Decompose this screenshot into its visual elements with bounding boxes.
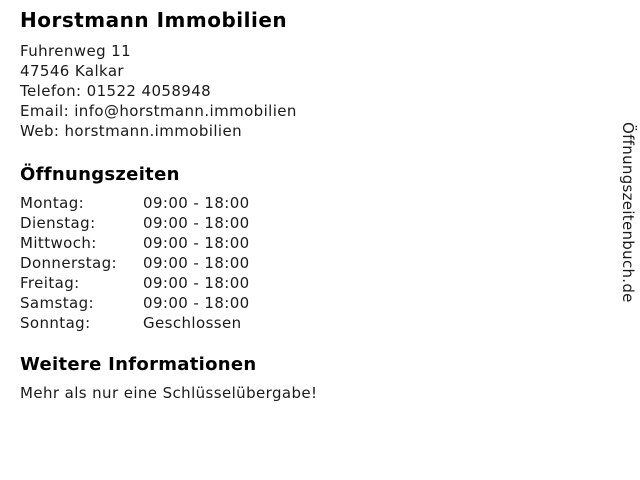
day-label: Samstag:	[20, 294, 94, 312]
day-label: Donnerstag:	[20, 254, 118, 272]
additional-info-heading: Weitere Informationen	[20, 354, 257, 375]
time-value: 09:00 - 18:00	[143, 294, 250, 312]
opening-hours-heading: Öffnungszeiten	[20, 164, 180, 185]
address-city-line: 47546 Kalkar	[20, 62, 124, 80]
website-line: Web: horstmann.immobilien	[20, 122, 242, 140]
time-value: 09:00 - 18:00	[143, 234, 250, 252]
time-value: 09:00 - 18:00	[143, 194, 250, 212]
additional-info-text: Mehr als nur eine Schlüsselübergabe!	[20, 384, 318, 402]
phone-line: Telefon: 01522 4058948	[20, 82, 212, 100]
oeffnungszeitenbuch-watermark-link[interactable]: Öffnungszeitenbuch.de	[619, 122, 637, 303]
address-street-line: Fuhrenweg 11	[20, 42, 132, 60]
opening-hours-table	[20, 193, 250, 333]
day-label: Freitag:	[20, 274, 80, 292]
time-value: 09:00 - 18:00	[143, 254, 250, 272]
day-label: Montag:	[20, 194, 85, 212]
day-label: Dienstag:	[20, 214, 96, 232]
contact-block	[20, 41, 297, 141]
time-value: 09:00 - 18:00	[143, 274, 250, 292]
day-label: Mittwoch:	[20, 234, 97, 252]
day-label: Sonntag:	[20, 314, 91, 332]
business-name-title: Horstmann Immobilien	[20, 8, 288, 32]
time-value: Geschlossen	[143, 314, 242, 332]
email-line: Email: info@horstmann.immobilien	[20, 102, 297, 120]
time-value: 09:00 - 18:00	[143, 214, 250, 232]
